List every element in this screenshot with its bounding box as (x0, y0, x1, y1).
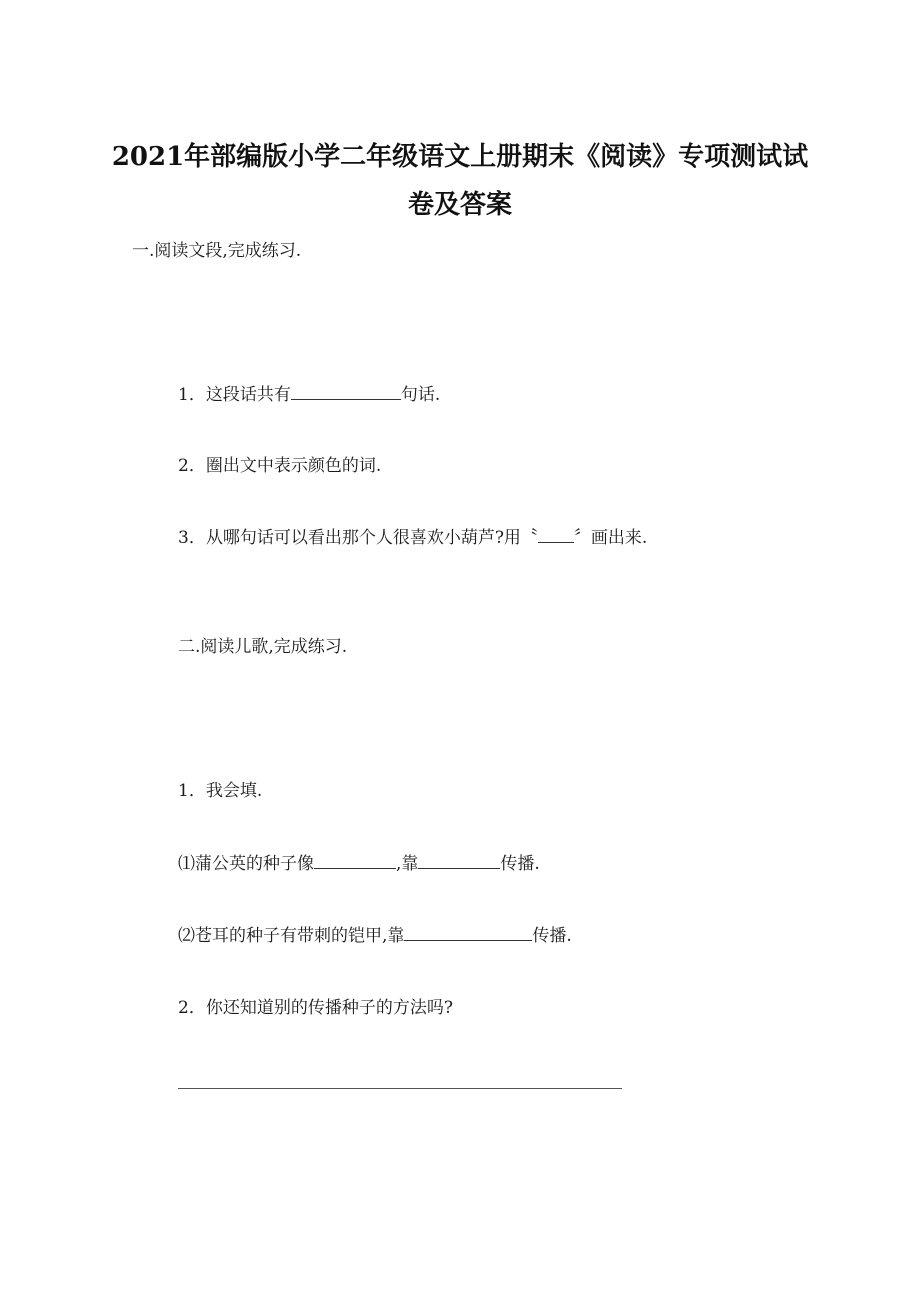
question-text: ⑵苍耳的种子有带刺的铠甲,靠 (178, 926, 405, 946)
answer-blank[interactable] (404, 924, 532, 941)
question-text: 传播. (532, 926, 572, 946)
section-2-question-1: 1．我会填. (178, 781, 263, 801)
section-2-heading: 二.阅读儿歌,完成练习. (178, 637, 348, 657)
page-title-line-2: 卷及答案 (407, 190, 512, 220)
question-text: 传播. (500, 854, 540, 874)
question-text: 1．这段话共有 (178, 385, 291, 405)
answer-blank[interactable] (314, 852, 396, 869)
section-1-question-1 (178, 383, 440, 406)
answer-line[interactable] (178, 1088, 622, 1089)
answer-blank[interactable] (291, 383, 401, 400)
question-text: 句话. (400, 385, 441, 405)
question-text: ,靠 (396, 854, 419, 874)
section-2-question-1b (178, 924, 572, 947)
section-2-question-2: 2．你还知道别的传播种子的方法吗? (178, 998, 453, 1018)
answer-blank[interactable] (418, 852, 500, 869)
question-text: 〞画出来. (573, 528, 648, 548)
question-text: ⑴蒲公英的种子像 (178, 854, 314, 874)
section-2-question-1a (178, 852, 540, 875)
page-title-line-1: 2021年部编版小学二年级语文上册期末《阅读》专项测试试 (111, 142, 809, 172)
section-1-question-3 (178, 526, 647, 549)
question-text: 3．从哪句话可以看出那个人很喜欢小葫芦?用〝 (178, 528, 538, 548)
underline-mark (538, 526, 574, 543)
section-1-question-2: 2．圈出文中表示颜色的词. (178, 456, 382, 476)
section-1-heading: 一.阅读文段,完成练习. (132, 241, 302, 261)
